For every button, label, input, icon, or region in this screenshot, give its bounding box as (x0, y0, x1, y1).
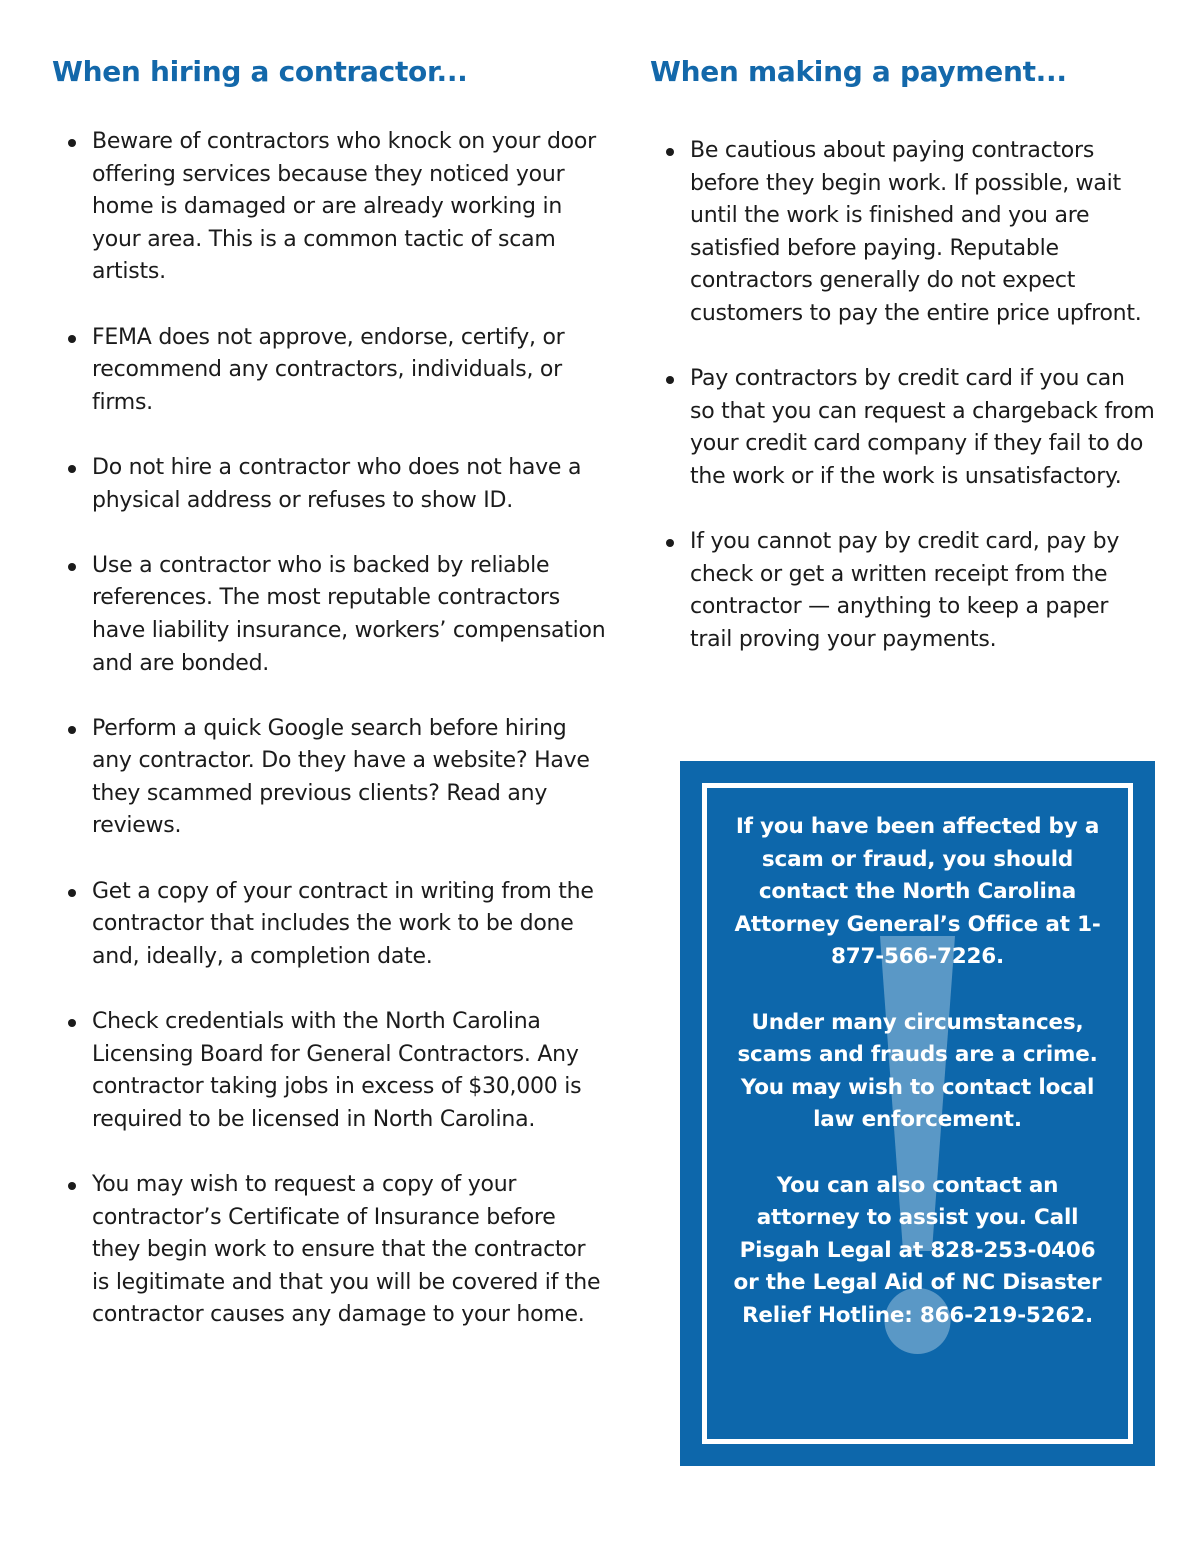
callout-paragraph-legal-aid: You can also contact an attorney to assist you. Call Pisgah Legal at 828-253-0406 or the Legal Aid of NC Disaster Relief Hotline: 866-219-5262. (733, 1172, 1102, 1328)
list-item: If you cannot pay by credit card, pay by check or get a written receipt from the contractor — anything to keep a paper trail proving your payments. (690, 526, 1155, 656)
list-item: FEMA does not approve, endorse, certify, or recommend any contractors, individuals, or firms. (92, 322, 607, 420)
hiring-contractor-heading: When hiring a contractor... (52, 55, 468, 88)
list-item: Perform a quick Google search before hiring any contractor. Do they have a website? Have they scammed previous clients? Read any reviews. (92, 713, 607, 843)
list-item: Do not hire a contractor who does not have a physical address or refuses to show ID. (92, 452, 607, 517)
list-item: Get a copy of your contract in writing from the contractor that includes the work to be done and, ideally, a completion date. (92, 876, 607, 974)
hiring-tips-list (92, 126, 607, 1365)
callout-paragraph-attorney-general: If you have been affected by a scam or fraud, you should contact the North Carolina Attorney General’s Office at 1-877-566-7226. (734, 814, 1101, 970)
help-contacts-callout (680, 761, 1155, 1466)
list-item: You may wish to request a copy of your contractor’s Certificate of Insurance before they begin work to ensure that the contractor is legitimate and that you will be covered if the contractor causes any damage to your home. (92, 1169, 607, 1332)
payment-tips-list (690, 135, 1155, 689)
list-item: Beware of contractors who knock on your door offering services because they noticed your home is damaged or are already working in your area. This is a common tactic of scam artists. (92, 126, 607, 289)
making-payment-heading: When making a payment... (650, 55, 1067, 88)
list-item: Check credentials with the North Carolina Licensing Board for General Contractors. Any contractor taking jobs in excess of $30,000 is required to be licensed in North Carolina. (92, 1006, 607, 1136)
list-item: Use a contractor who is backed by reliable references. The most reputable contractors have liability insurance, workers’ compensation and are bonded. (92, 550, 607, 680)
callout-text (727, 811, 1108, 1365)
list-item: Pay contractors by credit card if you can so that you can request a chargeback from your credit card company if they fail to do the work or if the work is unsatisfactory. (690, 363, 1155, 493)
callout-paragraph-law-enforcement: Under many circumstances, scams and frauds are a crime. You may wish to contact local law enforcement. (737, 1009, 1098, 1133)
list-item: Be cautious about paying contractors before they begin work. If possible, wait until the work is finished and you are satisfied before paying. Reputable contractors generally do not expect customers to pay the entire price upfront. (690, 135, 1155, 331)
